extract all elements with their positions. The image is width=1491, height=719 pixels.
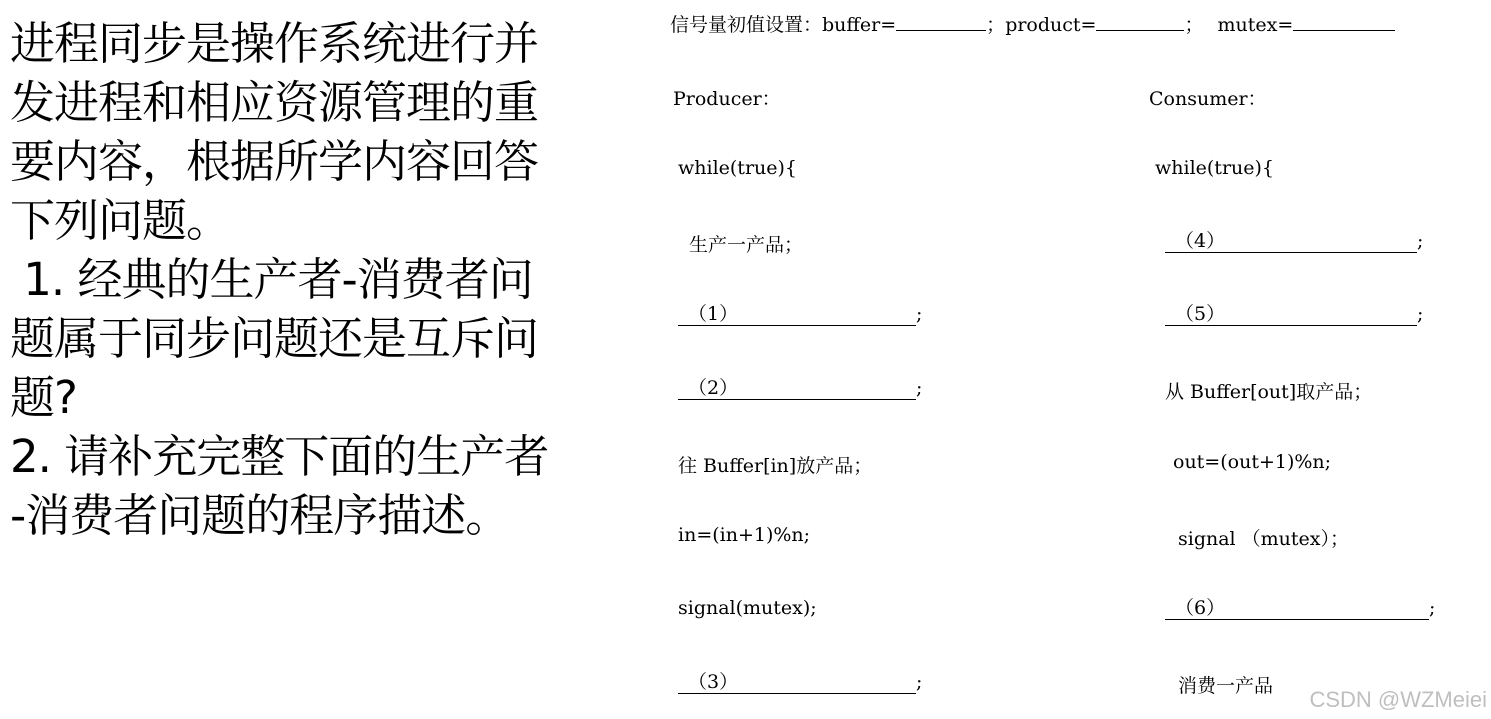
producer-signal: signal(mutex); [678,597,817,619]
producer-blank-2-line [678,377,922,400]
question-line: 题属于同步问题还是互斥问 [10,312,539,365]
consumer-blank-4-line [1165,230,1423,253]
mutex-label: mutex= [1217,14,1294,36]
buffer-blank[interactable] [896,29,986,31]
semicolon: ; [916,377,923,399]
consumer-take: 从 Buffer[out]取产品； [1165,381,1373,403]
question-text [10,14,620,545]
question-line: 下列问题。 [10,194,231,247]
consumer-blank-6-line [1165,597,1435,620]
semicolon: ; [1417,303,1424,325]
watermark: CSDN @WZMeiei [1309,687,1487,712]
semicolon: ; [916,303,923,325]
blank-2[interactable]: （2） [678,377,916,400]
mutex-blank[interactable] [1293,29,1395,31]
semaphore-init-prefix: 信号量初值设置： [670,14,823,36]
producer-put: 往 Buffer[in]放产品； [678,455,873,477]
semicolon: ; [916,671,923,693]
producer-in-update: in=(in+1)%n; [678,524,811,546]
producer-while: while(true){ [678,157,798,179]
question-line: 1. 经典的生产者-消费者问 [10,253,533,306]
separator: ； [1184,14,1204,36]
question-line: 要内容，根据所学内容回答 [10,135,539,188]
question-line: 2. 请补充完整下面的生产者 [10,430,549,483]
question-line: -消费者问题的程序描述。 [10,489,510,542]
consumer-consume: 消费一产品 [1178,675,1274,697]
producer-title: Producer： [673,88,781,110]
question-line: 题? [10,371,77,424]
blank-6[interactable]: （6） [1165,597,1429,620]
blank-4[interactable]: （4） [1165,230,1417,253]
question-line: 进程同步是操作系统进行并 [10,17,539,70]
blank-3[interactable]: （3） [678,671,916,694]
code-document [668,0,1491,719]
separator: ； [986,14,1006,36]
producer-blank-3-line [678,671,922,694]
consumer-while: while(true){ [1155,157,1275,179]
consumer-out-update: out=(out+1)%n; [1173,451,1332,473]
consumer-blank-5-line [1165,303,1423,326]
producer-blank-1-line [678,303,922,326]
question-line: 发进程和相应资源管理的重 [10,76,539,129]
semicolon: ; [1417,230,1424,252]
blank-5[interactable]: （5） [1165,303,1417,326]
product-label: product= [1005,14,1097,36]
semicolon: ; [1429,597,1436,619]
producer-produce: 生产一产品； [689,234,804,256]
semaphore-init-line [670,10,1395,37]
buffer-label: buffer= [822,14,897,36]
product-blank[interactable] [1096,29,1184,31]
consumer-title: Consumer： [1149,88,1267,110]
consumer-signal: signal （mutex）； [1178,528,1350,550]
blank-1[interactable]: （1） [678,303,916,326]
